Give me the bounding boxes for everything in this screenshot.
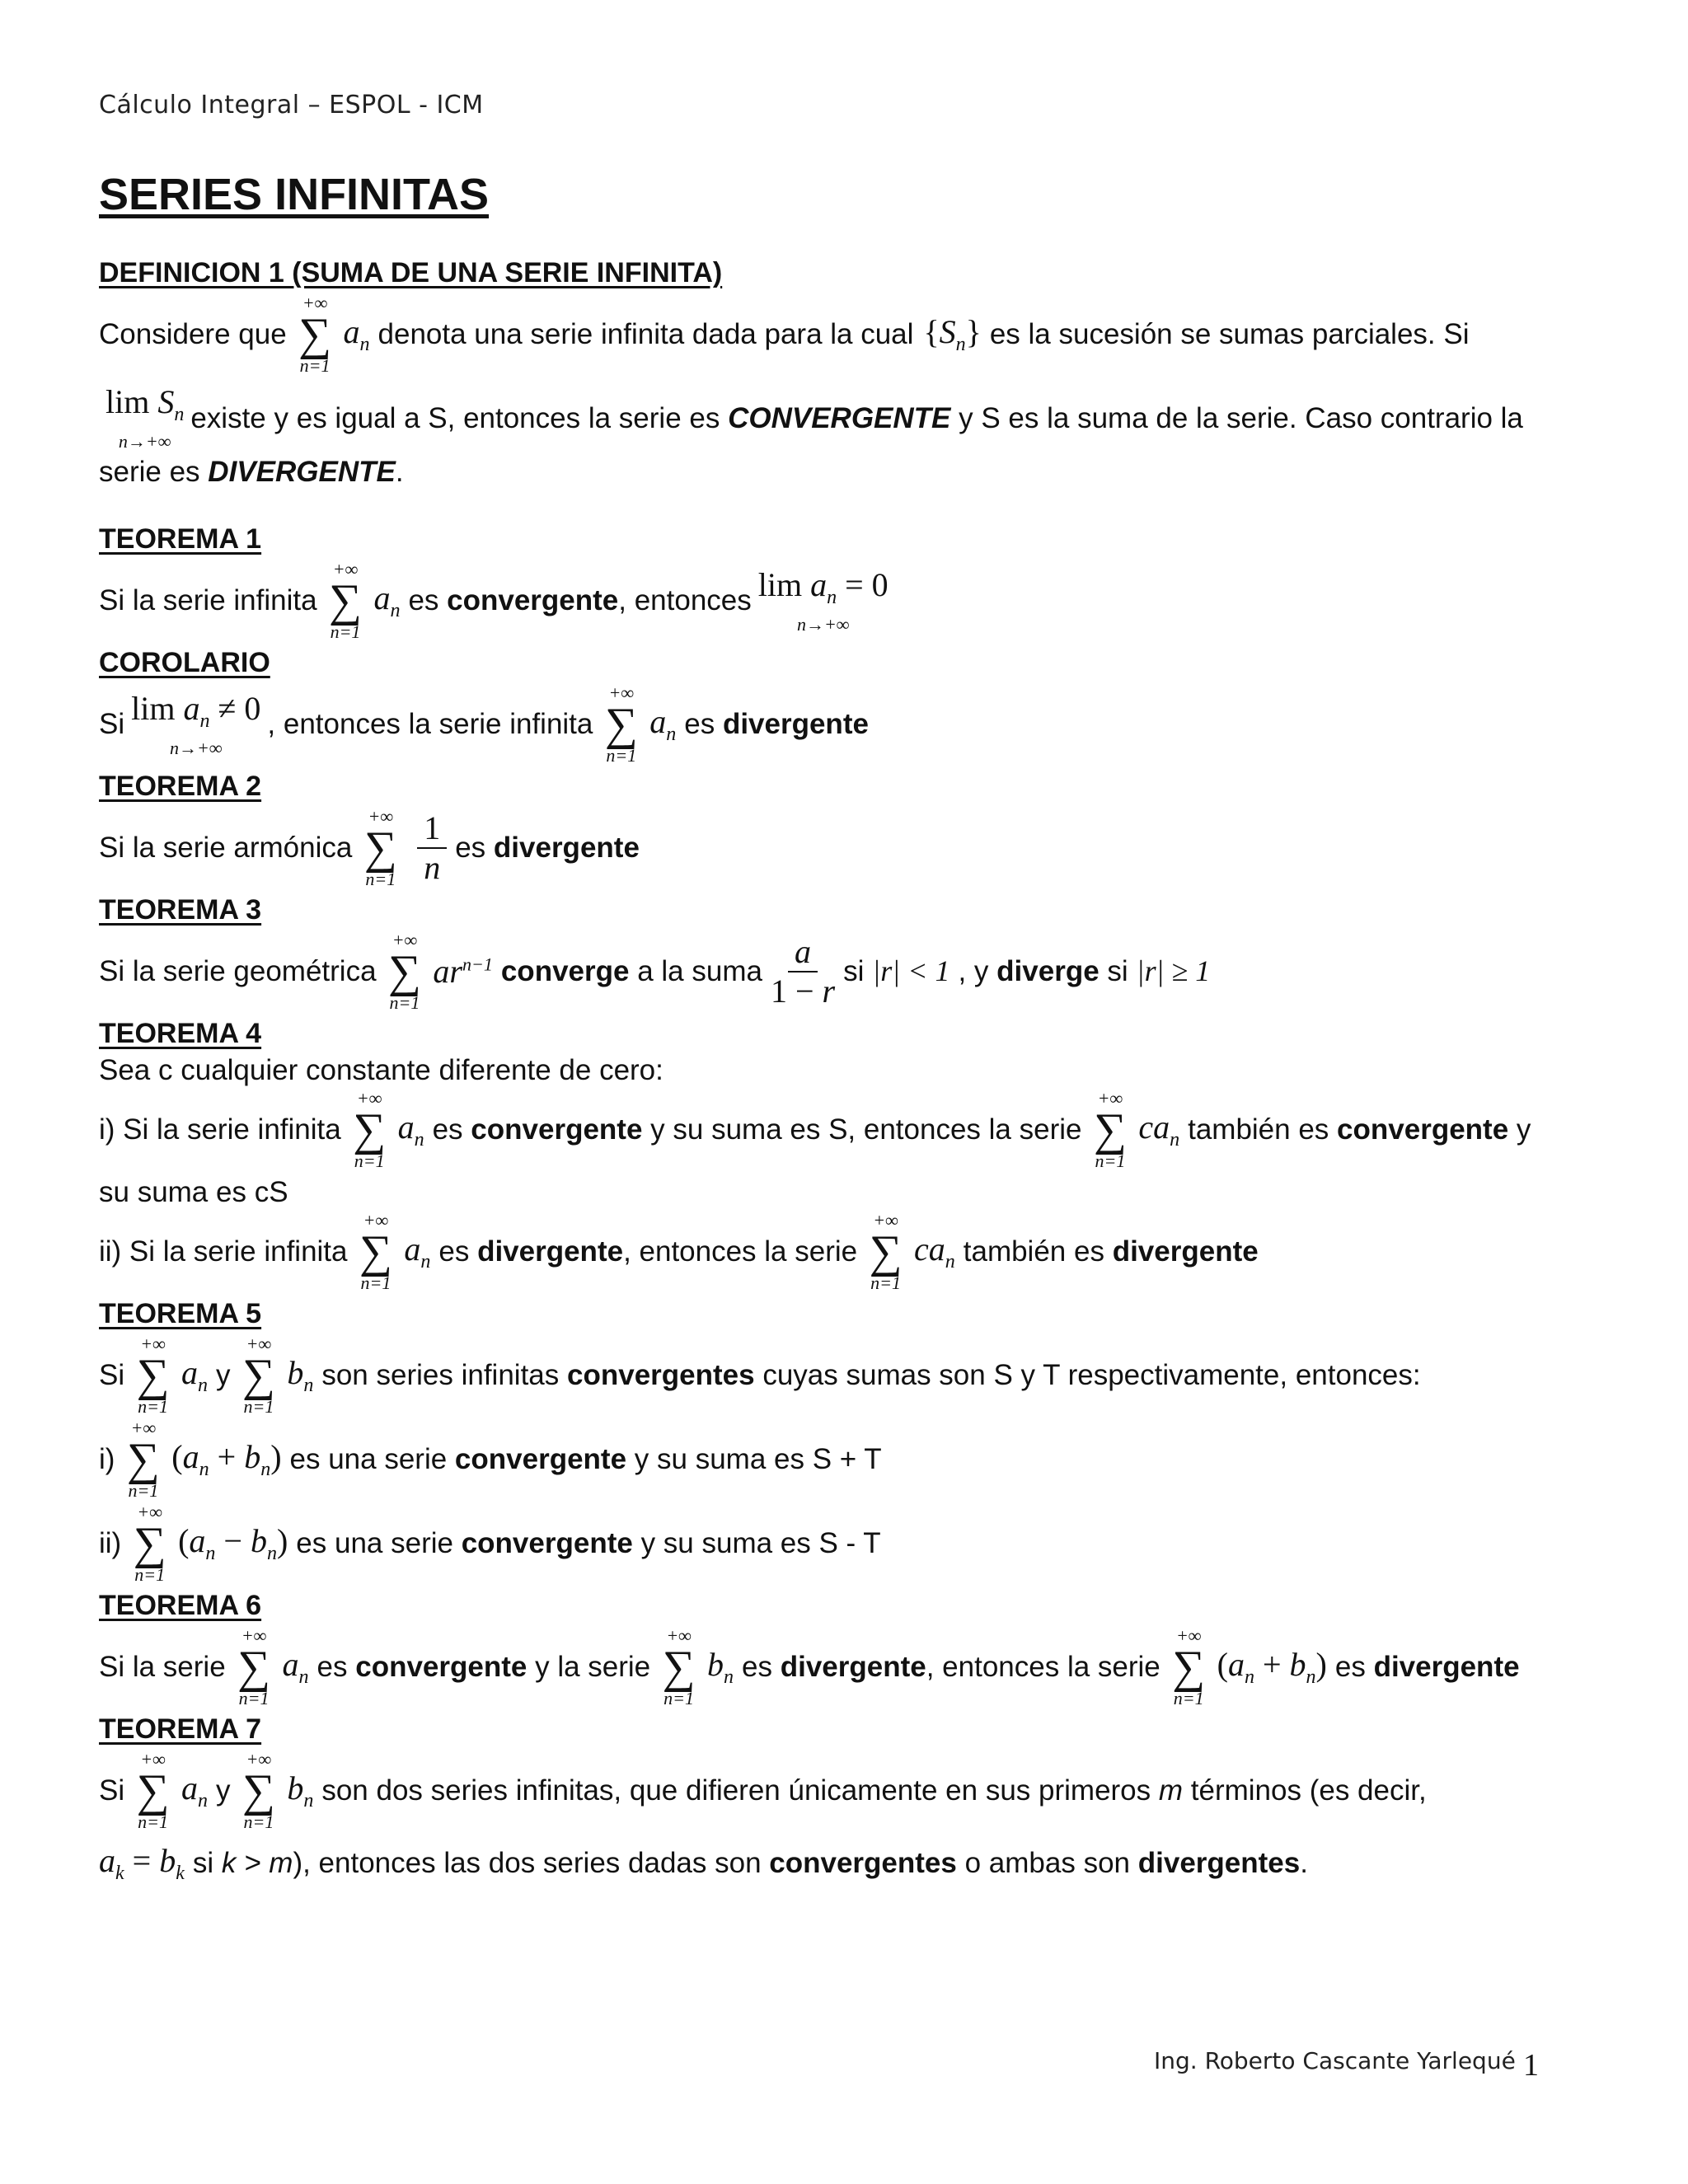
document-page (99, 91, 1566, 1886)
theorem-3-heading: TEOREMA 3 (99, 894, 262, 926)
definition-1-line-2: $\lim S_n$ n→+∞ existe y es igual a S, entonces la serie es CONVERGENTE y S es la suma de la serie. Caso contrario la (106, 383, 1523, 452)
corollary-heading: COROLARIO (99, 647, 270, 678)
theorem-4-item-i: i) Si la serie infinita +∞ ∑ n=1 $a_n$ es convergente y su suma es S, entonces la serie +∞ ∑ n=1 $ca_n$ también es convergente y (99, 1088, 1531, 1171)
page-title: SERIES INFINITAS (99, 170, 490, 219)
theorem-7-heading: TEOREMA 7 (99, 1713, 262, 1745)
definition-1-heading: DEFINICION 1 (SUMA DE UNA SERIE INFINITA) (99, 257, 723, 288)
sum-symbol: +∞ ∑ n=1 (353, 1088, 387, 1171)
sum-symbol: +∞ ∑ n=1 (363, 806, 397, 889)
theorem-2-heading: TEOREMA 2 (99, 771, 262, 802)
sum-symbol: +∞ ∑ n=1 (237, 1625, 271, 1708)
theorem-4-item-ii: ii) Si la serie infinita +∞ ∑ n=1 $a_n$ es divergente , entonces la serie +∞ ∑ n=1 $ca_n$ también es divergente (99, 1210, 1259, 1293)
theorem-5-item-i: i) +∞ ∑ n=1 $(a_n + b_n)$ es una serie convergente y su suma es S + T (99, 1418, 882, 1501)
sum-symbol: +∞ ∑ n=1 (1093, 1088, 1127, 1171)
theorem-5-heading: TEOREMA 5 (99, 1298, 262, 1329)
sum-symbol: +∞ ∑ n=1 (388, 930, 421, 1013)
theorem-2-line: Si la serie armónica +∞ ∑ n=1 $\frac{1}{n}$ es divergente (99, 806, 640, 889)
theorem-1-heading: TEOREMA 1 (99, 523, 262, 555)
definition-1-line-1: Considere que +∞ ∑ n=1 $a_n$ denota una serie infinita dada para la cual $\{S_n\}$ es la sucesión se sumas parciales. Si (99, 293, 1470, 376)
theorem-4-intro: Sea c cualquier constante diferente de cero: (99, 1054, 663, 1086)
theorem-3-line: Si la serie geométrica +∞ ∑ n=1 $ar^{n-1}$ converge a la suma $\frac{a}{1 - r}$ si |r| < 1 , y diverge si |r| ≥ 1 (99, 930, 1211, 1013)
limit-expression: $\lim a_n = 0$ n→+∞ (757, 565, 889, 635)
sum-symbol: +∞ ∑ n=1 (136, 1333, 170, 1417)
page-footer-author: Ing. Roberto Cascante Yarlequé (1154, 2047, 1516, 2074)
theorem-5-line: Si +∞ ∑ n=1 $a_n$ y +∞ ∑ n=1 $b_n$ son series infinitas convergentes cuyas sumas son S y T respectivamente, entonces: (99, 1333, 1421, 1417)
definition-1-line-3: serie es DIVERGENTE . (99, 456, 404, 488)
sum-symbol: +∞ ∑ n=1 (604, 682, 638, 766)
theorem-4-item-i-cont: su suma es cS (99, 1176, 288, 1208)
sum-symbol: +∞ ∑ n=1 (136, 1749, 170, 1832)
limit-expression: $\lim a_n \ne 0$ n→+∞ (131, 689, 261, 758)
fraction: $\frac{a}{1 - r}$ (770, 933, 836, 1010)
theorem-1-line: Si la serie infinita +∞ ∑ n=1 $a_n$ es convergente , entonces $\lim a_n = 0$ n→+∞ (99, 559, 889, 642)
running-header: Cálculo Integral – ESPOL - ICM (99, 91, 484, 120)
sum-symbol: +∞ ∑ n=1 (133, 1502, 166, 1585)
sum-symbol: +∞ ∑ n=1 (359, 1210, 392, 1293)
sum-symbol: +∞ ∑ n=1 (241, 1749, 275, 1832)
sum-symbol: +∞ ∑ n=1 (126, 1418, 160, 1501)
theorem-6-line: Si la serie +∞ ∑ n=1 $a_n$ es convergente y la serie +∞ ∑ n=1 $b_n$ es divergente , entonces la serie +∞ ∑ n=1 $(a_n + b_n)$ es divergente (99, 1625, 1520, 1708)
theorem-4-heading: TEOREMA 4 (99, 1018, 262, 1049)
math-term: $a_n$ (343, 313, 370, 356)
theorem-7-line-1: Si +∞ ∑ n=1 $a_n$ y +∞ ∑ n=1 $b_n$ son dos series infinitas, que difieren únicamente en sus primeros m términos (es decir, (99, 1749, 1427, 1832)
sum-symbol: +∞ ∑ n=1 (869, 1210, 903, 1293)
theorem-5-item-ii: ii) +∞ ∑ n=1 $(a_n - b_n)$ es una serie convergente y su suma es S - T (99, 1502, 881, 1585)
sum-symbol: +∞ ∑ n=1 (298, 293, 332, 376)
theorem-6-heading: TEOREMA 6 (99, 1590, 262, 1621)
limit-expression: $\lim S_n$ n→+∞ (106, 383, 185, 452)
sum-symbol: +∞ ∑ n=1 (329, 559, 362, 642)
page-number: 1 (1523, 2048, 1539, 2083)
math-term: $\{S_n\}$ (923, 313, 982, 356)
theorem-7-line-2: $a_k = b_k$ si k > m ), entonces las dos series dadas son convergentes o ambas son divergentes . (99, 1842, 1308, 1884)
fraction: $\frac{1}{n}$ (417, 809, 447, 887)
sum-symbol: +∞ ∑ n=1 (241, 1333, 275, 1417)
sum-symbol: +∞ ∑ n=1 (1172, 1625, 1206, 1708)
corollary-line: Si $\lim a_n \ne 0$ n→+∞ , entonces la serie infinita +∞ ∑ n=1 $a_n$ es divergente (99, 682, 869, 766)
sum-symbol: +∞ ∑ n=1 (662, 1625, 696, 1708)
